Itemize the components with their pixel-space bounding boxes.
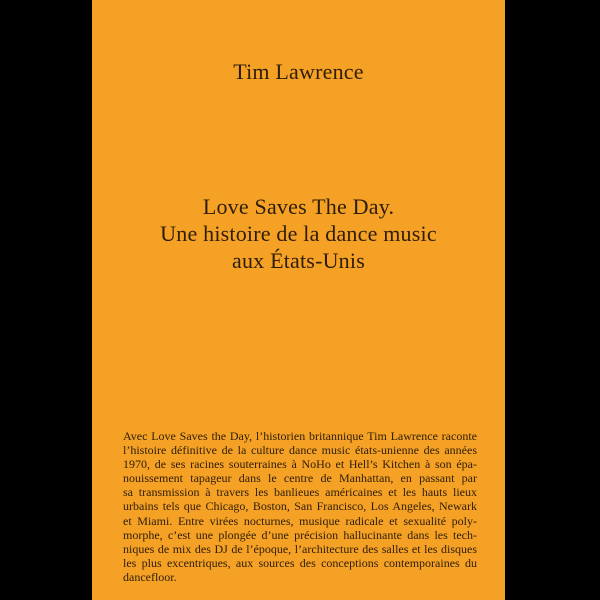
blurb-line: 1970, de ses racines souterraines à NoHo et Hell’s Kitchen à son épa-	[123, 457, 477, 472]
blurb-line: les plus excentriques, aux sources des conceptions contemporaines du	[123, 555, 477, 570]
blurb-line: Avec Love Saves the Day, l’historien britannique Tim Lawrence raconte	[123, 429, 477, 443]
blurb-line: urbains tels que Chicago, Boston, San Francisco, Los Angeles, Newark	[123, 499, 477, 514]
book-cover	[92, 0, 505, 600]
blurb-line: nouissement tapageur dans le centre de Manhattan, en passant par	[123, 471, 477, 486]
blurb-line-last: dancefloor.	[123, 569, 177, 584]
blurb-line: morphe, c’est une plongée d’une précision hallucinante dans les tech-	[123, 527, 477, 542]
book-title	[92, 193, 505, 274]
blurb-line: l’histoire définitive de la culture dance music états-unienne des années	[123, 443, 477, 458]
back-cover-blurb	[123, 429, 477, 584]
title-line-2: Une histoire de la dance music	[160, 221, 437, 246]
blurb-line: niques de mix des DJ de l’époque, l’architecture des salles et les disques	[123, 541, 477, 556]
author-name: Tim Lawrence	[233, 59, 364, 84]
blurb-line: sa transmission à travers les banlieues américaines et les hauts lieux	[123, 485, 477, 500]
title-line-1: Love Saves The Day.	[202, 194, 395, 219]
title-line-3: aux États-Unis	[232, 248, 365, 273]
blurb-line: et Miami. Entre virées nocturnes, musique radicale et sexualité poly-	[123, 513, 477, 528]
